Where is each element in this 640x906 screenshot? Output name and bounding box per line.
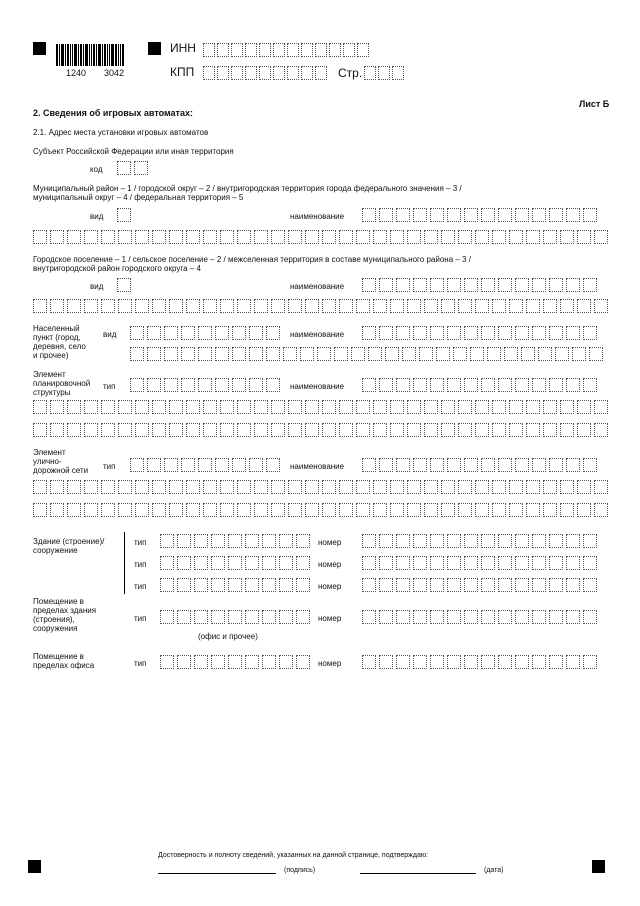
subject-code-field[interactable] (117, 161, 151, 175)
settlement-name-label: наименование (290, 282, 345, 291)
planning-name-field-1[interactable] (362, 378, 600, 392)
barcode (56, 44, 125, 66)
building-label-1: Здание (строение)/ (33, 537, 105, 546)
premises-number-label: номер (318, 614, 342, 623)
building-type-field-2[interactable] (160, 556, 313, 570)
corner-marker-top-mid (148, 42, 161, 55)
premises-number-field[interactable] (362, 610, 600, 624)
kpp-field[interactable] (203, 66, 329, 80)
corner-marker-bottom-right (592, 860, 605, 873)
premises-label-2: пределах здания (33, 606, 97, 615)
street-name-label: наименование (290, 462, 345, 471)
municipal-vid-field[interactable] (117, 208, 134, 222)
inn-field[interactable] (203, 43, 371, 57)
planning-type-field[interactable] (130, 378, 283, 392)
municipal-vid-label: вид (90, 212, 104, 221)
building-label-2: сооружение (33, 546, 78, 555)
building-number-field-1[interactable] (362, 534, 600, 548)
locality-label-2: пункт (город, (33, 333, 81, 342)
planning-label-2: планировочной (33, 379, 91, 388)
locality-vid-label: вид (103, 330, 117, 339)
office-number-label: номер (318, 659, 342, 668)
locality-name-label: наименование (290, 330, 345, 339)
municipal-name-field-1[interactable] (362, 208, 600, 222)
street-name-field-2[interactable] (33, 480, 611, 494)
office-label-2: пределах офиса (33, 661, 95, 670)
page-label: Стр. (338, 66, 363, 80)
premises-label-4: сооружения (33, 624, 78, 633)
settlement-line-1: Городское поселение – 1 / сельское поселение – 2 / межселенная территория в составе муниципального района – 3 / (33, 255, 471, 264)
subject-label: Субъект Российской Федерации или иная территория (33, 147, 234, 156)
premises-label-3: (строения), (33, 615, 75, 624)
signature-line[interactable] (158, 873, 276, 874)
street-label-3: дорожной сети (33, 466, 89, 475)
building-type-label-2: тип (134, 560, 147, 569)
premises-type-label: тип (134, 614, 147, 623)
settlement-name-field-1[interactable] (362, 278, 600, 292)
date-line[interactable] (360, 873, 476, 874)
street-type-field[interactable] (130, 458, 283, 472)
locality-vid-field[interactable] (130, 326, 283, 340)
confirm-text: Достоверность и полноту сведений, указанных на данной странице, подтверждаю: (158, 852, 429, 859)
inn-label: ИНН (170, 41, 196, 55)
building-type-label-1: тип (134, 538, 147, 547)
locality-name-field-2[interactable] (130, 347, 606, 361)
locality-name-field-1[interactable] (362, 326, 600, 340)
code-label: код (90, 165, 103, 174)
street-name-field-3[interactable] (33, 503, 611, 517)
office-type-field[interactable] (160, 655, 313, 669)
planning-name-field-2[interactable] (33, 400, 611, 414)
section-subtitle: 2.1. Адрес места установки игровых автоматов (33, 128, 209, 137)
building-number-field-2[interactable] (362, 556, 600, 570)
street-label-2: улично- (33, 457, 62, 466)
locality-label-3: деревня, село (33, 342, 86, 351)
building-number-field-3[interactable] (362, 578, 600, 592)
planning-label-1: Элемент (33, 370, 66, 379)
sheet-label: Лист Б (579, 99, 610, 109)
corner-marker-top-left (33, 42, 46, 55)
municipal-line-1: Муниципальный район – 1 / городской округ – 2 / внутригородская территория города федерального значения – 3 / (33, 184, 462, 193)
barcode-code-left: 1240 (66, 68, 87, 78)
locality-label-1: Населенный (33, 324, 80, 333)
date-label: (дата) (484, 867, 504, 874)
street-type-label: тип (103, 462, 116, 471)
building-type-field-3[interactable] (160, 578, 313, 592)
building-number-label-3: номер (318, 582, 342, 591)
locality-label-4: и прочее) (33, 351, 69, 360)
premises-label-1: Помещение в (33, 597, 84, 606)
municipal-name-label: наименование (290, 212, 345, 221)
settlement-vid-label: вид (90, 282, 104, 291)
office-type-label: тип (134, 659, 147, 668)
office-note: (офис и прочее) (198, 632, 258, 641)
office-number-field[interactable] (362, 655, 600, 669)
premises-type-field[interactable] (160, 610, 313, 624)
building-number-label-2: номер (318, 560, 342, 569)
corner-marker-bottom-left (28, 860, 41, 873)
page-number-field[interactable] (364, 66, 406, 80)
planning-name-label: наименование (290, 382, 345, 391)
building-type-field-1[interactable] (160, 534, 313, 548)
barcode-code-right: 3042 (104, 68, 125, 78)
planning-name-field-3[interactable] (33, 423, 611, 437)
settlement-line-2: внутригородской район городского округа – 4 (33, 264, 201, 273)
settlement-name-field-2[interactable] (33, 299, 611, 313)
street-name-field-1[interactable] (362, 458, 600, 472)
settlement-vid-field[interactable] (117, 278, 134, 292)
section-title: 2. Сведения об игровых автоматах: (33, 108, 193, 118)
building-bracket (124, 532, 125, 594)
office-label-1: Помещение в (33, 652, 84, 661)
signature-label: (подпись) (284, 867, 316, 874)
building-number-label-1: номер (318, 538, 342, 547)
municipal-name-field-2[interactable] (33, 230, 611, 244)
municipal-line-2: муниципальный округ – 4 / федеральная территория – 5 (33, 193, 244, 202)
kpp-label: КПП (170, 65, 195, 79)
planning-type-label: тип (103, 382, 116, 391)
street-label-1: Элемент (33, 448, 66, 457)
building-type-label-3: тип (134, 582, 147, 591)
planning-label-3: структуры (33, 388, 71, 397)
